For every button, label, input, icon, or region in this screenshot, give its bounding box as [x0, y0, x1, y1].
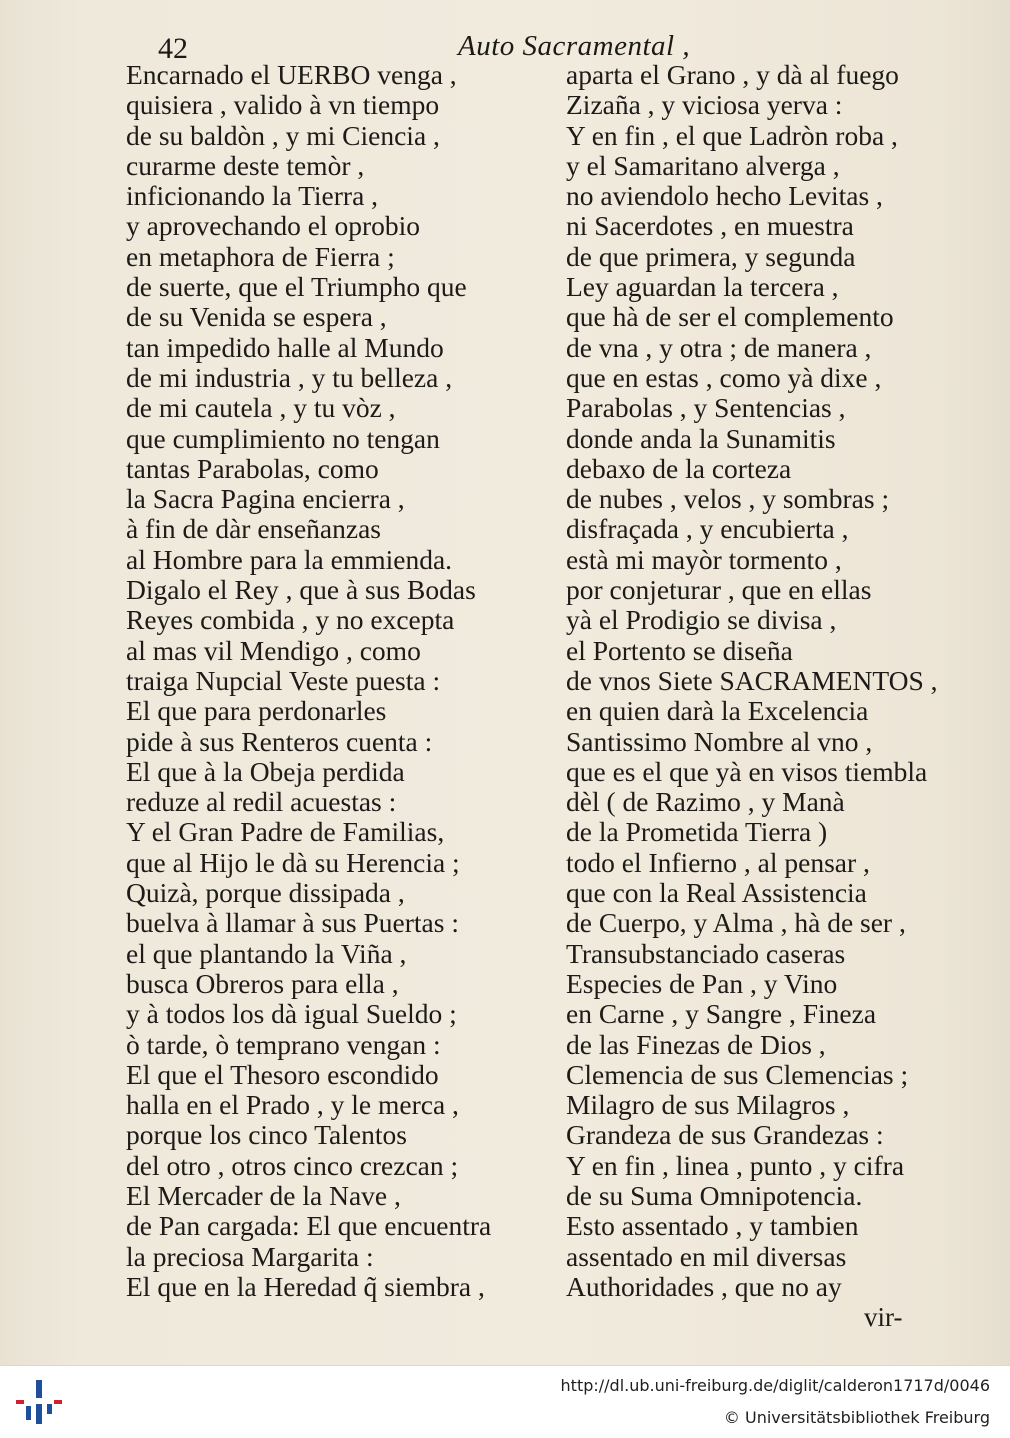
verse-line: de vna , y otra ; de manera ,	[566, 331, 872, 363]
right-text-column	[566, 60, 966, 1302]
verse-line: la Sacra Pagina encierra ,	[126, 483, 405, 515]
verse-line: de suerte, que el Triumpho que	[126, 271, 467, 303]
verse-line: que cumplimiento no tengan	[126, 422, 440, 454]
verse-line: curarme deste temòr ,	[126, 149, 365, 181]
verse-line: de la Prometida Tierra )	[566, 816, 828, 848]
verse-line: de su Venida se espera ,	[126, 301, 387, 333]
verse-line: por conjeturar , que en ellas	[566, 574, 872, 606]
verse-line: El que para perdonarles	[126, 695, 387, 727]
verse-line: y à todos los dà igual Sueldo ;	[126, 998, 457, 1030]
verse-line: yà el Prodigio se divisa ,	[566, 604, 837, 636]
verse-line: Santissimo Nombre al vno ,	[566, 725, 873, 757]
verse-line: al Hombre para la emmienda.	[126, 543, 453, 575]
verse-line: al mas vil Mendigo , como	[126, 634, 421, 666]
catchword: vir-	[864, 1302, 903, 1332]
verse-line: Digalo el Rey , que à sus Bodas	[126, 574, 476, 606]
permalink-url[interactable]: http://dl.ub.uni-freiburg.de/diglit/calderon1717d/0046	[560, 1376, 990, 1395]
verse-line: tan impedido halle al Mundo	[126, 331, 444, 363]
verse-line: Grandeza de sus Grandezas :	[566, 1119, 884, 1151]
verse-line: que al Hijo le dà su Herencia ;	[126, 846, 460, 878]
verse-line: El que en la Heredad q̃ siembra ,	[126, 1270, 485, 1302]
verse-line: de vnos Siete SACRAMENTOS ,	[566, 664, 938, 696]
verse-line: busca Obreros para ella ,	[126, 967, 399, 999]
verse-line: debaxo de la corteza	[566, 452, 792, 484]
verse-line: pide à sus Renteros cuenta :	[126, 725, 433, 757]
verse-line: Y el Gran Padre de Familias,	[126, 816, 445, 848]
verse-line: tantas Parabolas, como	[126, 452, 379, 484]
verse-line: que con la Real Assistencia	[566, 877, 867, 909]
verse-line: El Mercader de la Nave ,	[126, 1179, 401, 1211]
verse-line: de las Finezas de Dios ,	[566, 1028, 826, 1060]
verse-line: Y en fin , el que Ladròn roba ,	[566, 119, 898, 151]
verse-line: dèl ( de Razimo , y Manà	[566, 786, 845, 818]
verse-line: El que à la Obeja perdida	[126, 755, 405, 787]
verse-line: quisiera , valido à vn tiempo	[126, 89, 440, 121]
verse-line: Quizà, porque dissipada ,	[126, 877, 405, 909]
verse-line: reduze al redil acuestas :	[126, 786, 397, 818]
verse-line: de mi industria , y tu belleza ,	[126, 361, 453, 393]
verse-line: Reyes combida , y no excepta	[126, 604, 455, 636]
verse-line: Transubstanciado caseras	[566, 937, 846, 969]
verse-line: que hà de ser el complemento	[566, 301, 894, 333]
verse-line: porque los cinco Talentos	[126, 1119, 407, 1151]
copyright-notice: © Universitätsbibliothek Freiburg	[723, 1408, 990, 1427]
verse-line: el Portento se diseña	[566, 634, 793, 666]
page-number: 42	[158, 32, 188, 65]
verse-line: Ley aguardan la tercera ,	[566, 271, 839, 303]
verse-line: buelva à llamar à sus Puertas :	[126, 907, 459, 939]
verse-line: Parabolas , y Sentencias ,	[566, 392, 846, 424]
running-head: Auto Sacramental ,	[458, 30, 691, 62]
verse-line: Especies de Pan , y Vino	[566, 967, 838, 999]
verse-line: Encarnado el UERBO venga ,	[126, 59, 457, 90]
verse-line: Authoridades , que no ay	[566, 1270, 842, 1302]
verse-line: Milagro de sus Milagros ,	[566, 1089, 850, 1121]
verse-line: de su baldòn , y mi Ciencia ,	[126, 119, 440, 151]
verse-line: ò tarde, ò temprano vengan :	[126, 1028, 441, 1060]
verse-line: Clemencia de sus Clemencias ;	[566, 1058, 909, 1090]
verse-line: el que plantando la Viña ,	[126, 937, 407, 969]
verse-line: inficionando la Tierra ,	[126, 180, 379, 212]
verse-line: està mi mayòr tormento ,	[566, 543, 842, 575]
verse-line: en Carne , y Sangre , Fineza	[566, 998, 877, 1030]
verse-line: del otro , otros cinco crezcan ;	[126, 1149, 459, 1181]
verse-line: ni Sacerdotes , en muestra	[566, 210, 854, 242]
verse-line: no aviendolo hecho Levitas ,	[566, 180, 883, 212]
verse-line: donde anda la Sunamitis	[566, 422, 836, 454]
verse-line: de su Suma Omnipotencia.	[566, 1179, 863, 1211]
verse-line: Esto assentado , y tambien	[566, 1210, 859, 1242]
verse-line: y aprovechando el oprobio	[126, 210, 421, 242]
verse-line: en quien darà la Excelencia	[566, 695, 869, 727]
verse-line: de que primera, y segunda	[566, 240, 856, 272]
viewer-footer	[0, 1365, 1010, 1438]
verse-line: traiga Nupcial Veste puesta :	[126, 664, 441, 696]
verse-line: Y en fin , linea , punto , y cifra	[566, 1149, 905, 1181]
verse-line: aparta el Grano , y dà al fuego	[566, 59, 899, 90]
verse-line: assentado en mil diversas	[566, 1240, 847, 1272]
verse-line: El que el Thesoro escondido	[126, 1058, 439, 1090]
verse-line: de mi cautela , y tu vòz ,	[126, 392, 396, 424]
verse-line: que en estas , como yà dixe ,	[566, 361, 882, 393]
verse-line: de Pan cargada: El que encuentra	[126, 1210, 492, 1242]
verse-line: en metaphora de Fierra ;	[126, 240, 395, 272]
verse-line: todo el Infierno , al pensar ,	[566, 846, 870, 878]
verse-line: de Cuerpo, y Alma , hà de ser ,	[566, 907, 906, 939]
verse-line: la preciosa Margarita :	[126, 1240, 374, 1272]
verse-line: de nubes , velos , y sombras ;	[566, 483, 890, 515]
ub-freiburg-logo-icon[interactable]	[14, 1376, 66, 1428]
verse-line: Zizaña , y viciosa yerva :	[566, 89, 843, 121]
verse-line: à fin de dàr enseñanzas	[126, 513, 382, 545]
verse-line: que es el que yà en visos tiembla	[566, 755, 928, 787]
left-text-column	[126, 60, 526, 1302]
verse-line: y el Samaritano alverga ,	[566, 149, 840, 181]
verse-line: disfraçada , y encubierta ,	[566, 513, 849, 545]
verse-line: halla en el Prado , y le merca ,	[126, 1089, 459, 1121]
